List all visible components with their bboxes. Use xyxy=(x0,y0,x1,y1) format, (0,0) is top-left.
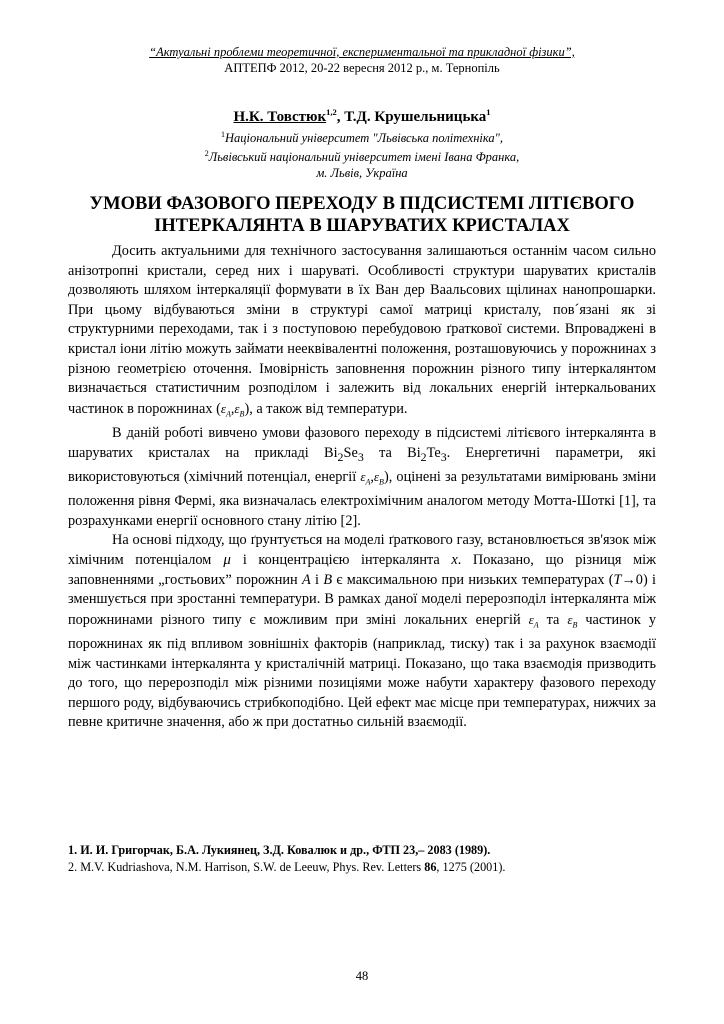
affiliation-1 xyxy=(60,127,664,146)
affiliation-2-mark: 2 xyxy=(204,149,209,159)
paragraph-3-text: . Показано, що різниця між заповненнями „гостьових” порожнин xyxy=(68,551,657,588)
references xyxy=(68,842,656,875)
conference-info: АПТЕПФ 2012, 20-22 вересня 2012 р., м. Тернопіль xyxy=(224,61,500,75)
reference-2 xyxy=(68,859,656,876)
epsilon-a xyxy=(528,611,539,630)
variable-t: T xyxy=(613,571,622,588)
paragraph-3-text: →0) і зменшується при зростанні температури. В рамках даної моделі перерозподіл інтеркалянта між порожнинами різного типу є можливим при зміні локальних енергій xyxy=(68,571,656,628)
subscript-b: B xyxy=(239,409,245,419)
variable-x: x xyxy=(451,551,458,568)
epsilon-a xyxy=(360,468,371,487)
reference-1-volume: 23, xyxy=(403,843,419,857)
paragraph-3-text: та xyxy=(538,611,568,628)
author-2-affil: 1 xyxy=(486,107,491,117)
epsilon-symbol: ε xyxy=(528,611,534,627)
author-1: Н.К. Товстюк xyxy=(233,109,327,125)
mu-symbol: μ xyxy=(223,551,231,568)
subscript-b: B xyxy=(379,477,384,487)
epsilon-symbol: ε xyxy=(220,400,226,416)
affiliation-city: м. Львів, Україна xyxy=(316,166,408,181)
formula-subscript: 3 xyxy=(357,449,364,464)
reference-2-pages: , 1275 (2001). xyxy=(436,859,506,874)
reference-1-pages: – 2083 (1989). xyxy=(418,843,491,857)
paragraph-2-text: . Енергетичні параметри, які використовуються (хімічний потенціал, енергії xyxy=(68,444,656,485)
formula-subscript: 2 xyxy=(420,449,427,464)
authors-line xyxy=(60,103,664,127)
paragraph-3-text: і xyxy=(310,571,324,588)
reference-1-text: 1. И. И. Григорчак, Б.А. Лукиянец, З.Д. Ковалюк и др., ФТП xyxy=(68,843,404,857)
formula-subscript: 2 xyxy=(337,449,344,464)
epsilon-b xyxy=(234,400,245,419)
epsilon-symbol: ε xyxy=(567,611,573,627)
paragraph-1-text: Досить актуальними для технічного застосування залишаються останнім часом сильно анізотропні кристали, серед них і шаруваті. Особливості структури шаруватих кристалів дозволяють шляхом інтеркаляції формувати в їх Ван дер Ваальсових щілинах нанопрошарки. При цьому відбуваються зміни в структурі самої матриці кристалу, пов´язані як зі структурними переходами, так і з поступовою перебудовою ґраткової системи. Впроваджені в кристал іони літію можуть займати нееквівалентні положення, розташовуючись у порожнинах з різною геометрією оточення. Імовірність заповнення порожнин різного типу інтеркалянтом визначається статистичним розподілом і залежить від локальних енергій інтеркальованих частинок в порожнинах ( xyxy=(68,243,656,417)
page-number: 48 xyxy=(355,969,369,983)
paragraph-2-end: ), оцінені за результатами вимірювань зміни положення рівня Фермі, яка визначалась електрохімічним аналогом методу Мотта-Шоткі [1], та розрахунками енергії основного стану літію [2]. xyxy=(68,468,657,529)
epsilon-b xyxy=(567,611,578,630)
conference-header xyxy=(60,44,664,76)
affiliation-1-text: Національний університет "Львівська політехніка", xyxy=(224,131,504,146)
author-separator: , xyxy=(336,109,345,125)
subscript-b: B xyxy=(572,620,578,630)
paragraph-2 xyxy=(68,424,656,531)
subscript-a: A xyxy=(225,409,231,419)
paragraph-3 xyxy=(68,531,656,733)
author-2: Т.Д. Крушельницька xyxy=(344,109,487,125)
affiliation-2 xyxy=(60,146,664,165)
paragraph-1 xyxy=(68,242,656,424)
epsilon-symbol: ε xyxy=(373,468,380,484)
journal-title: “Актуальні проблеми теоретичної, експериментальної та прикладної фізики”, xyxy=(149,45,575,59)
reference-2-text: 2. M.V. Kudriashova, N.M. Harrison, S.W. de Leeuw, Phys. Rev. Letters xyxy=(68,859,425,874)
affiliation-2-text: Львівський національний університет імені Івана Франка, xyxy=(208,150,520,165)
author-1-affil: 1,2 xyxy=(326,107,337,117)
paragraph-2-text: та Bi xyxy=(363,444,421,461)
paper-title: УМОВИ ФАЗОВОГО ПЕРЕХОДУ В ПІДСИСТЕМІ ЛІТІЄВОГО ІНТЕРКАЛЯНТА В ШАРУВАТИХ КРИСТАЛАХ xyxy=(89,194,635,236)
epsilon-a xyxy=(220,400,231,419)
variable-a: A xyxy=(301,571,311,588)
comma: , xyxy=(370,468,374,485)
variable-b: B xyxy=(323,571,333,588)
paragraph-3-text: і концентрацією інтеркалянта xyxy=(242,551,452,568)
authors-block xyxy=(60,103,664,181)
epsilon-b xyxy=(373,468,384,487)
subscript-a: A xyxy=(533,620,539,630)
epsilon-symbol: ε xyxy=(234,400,240,416)
affiliation-1-mark: 1 xyxy=(220,130,225,139)
formula-text: Se xyxy=(343,444,358,461)
paragraph-3-text: є максимальною при низьких температурах ( xyxy=(332,571,614,588)
formula-subscript: 3 xyxy=(440,449,447,464)
comma: , xyxy=(230,400,235,417)
formula-text: Te xyxy=(426,444,441,461)
paragraph-1-end: ), а також від температури. xyxy=(244,400,408,417)
paragraph-2-text: В даній роботі вивчено умови фазового переходу в підсистемі літієвого інтеркалянта в шаруватих кристалах на прикладі Bi xyxy=(68,424,656,461)
paragraph-3-end: частинок у порожнинах як під впливом зовнішніх факторів (наприклад, тиску) так і за рахунок взаємодії між частинками інтеркалянта у кристалічній матриці. Показано, що така взаємодія призводить до того, що перерозподіл між різними позиціями може набути характеру фазового переходу першого роду, відбуваючись стрибкоподібно. Цей ефект має місце при температурах, нижчих за певне критичне значення, або ж при достатньо сильній взаємодії. xyxy=(68,611,656,731)
reference-2-volume: 86 xyxy=(424,859,437,874)
paragraph-3-text: На основі підходу, що ґрунтується на моделі ґраткового газу, встановлюється зв'язок між хімічним потенціалом xyxy=(68,532,656,568)
subscript-a: A xyxy=(365,477,371,487)
paper-body xyxy=(68,242,656,733)
reference-1 xyxy=(68,842,656,859)
epsilon-symbol: ε xyxy=(360,468,366,484)
